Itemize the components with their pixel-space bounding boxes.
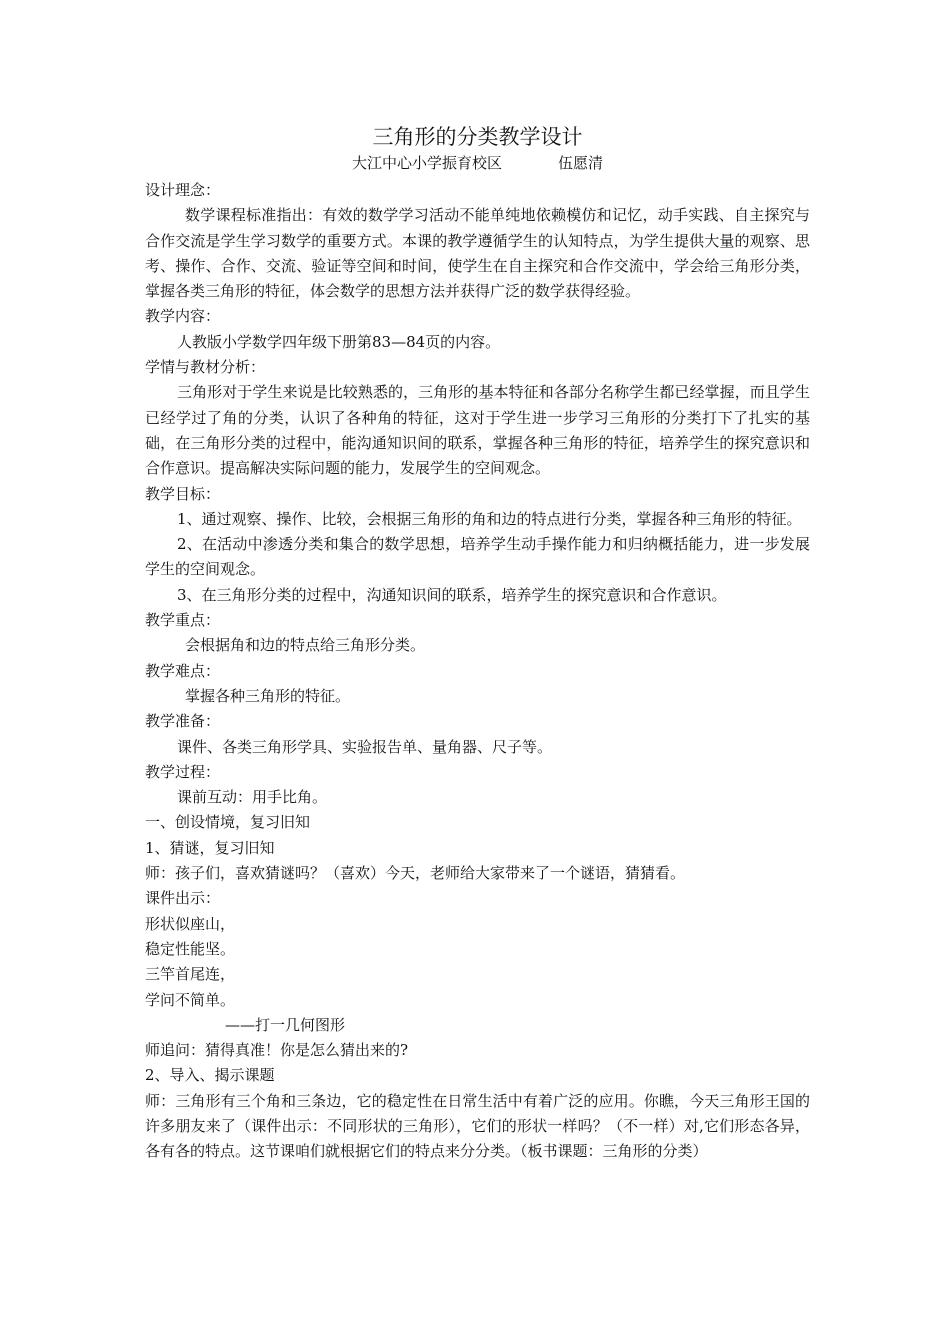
paragraph: 稳定性能坚。 — [145, 939, 236, 958]
paragraph: 会根据角和边的特点给三角形分类。 — [185, 636, 426, 655]
paragraph: 1、猜谜，复习旧知 — [145, 838, 275, 857]
paragraph: 三竿首尾连， — [145, 965, 236, 984]
byline — [145, 152, 810, 174]
paragraph: 2、导入、揭示课题 — [145, 1066, 275, 1085]
paragraph: 人教版小学数学四年级下册第83—84页的内容。 — [177, 332, 501, 351]
paragraph: 课件、各类三角形学具、实验报告单、量角器、尺子等。 — [177, 737, 553, 756]
paragraph: 三角形对于学生来说是比较熟悉的，三角形的基本特征和各部分名称学生都已经掌握，而且学生已经学过了角的分类，认识了各种角的特征，这对于学生进一步学习三角形的分类打下了扎实的基础，在三角形分类的过程中，能沟通知识间的联系，掌握各种三角形的特征，培养学生的探究意识和合作意识。提高解决实际问题的能力，发展学生的空间观念。 — [145, 383, 810, 478]
paragraph: 师：孩子们，喜欢猜谜吗？（喜欢）今天，老师给大家带来了一个谜语，猜猜看。 — [145, 864, 686, 883]
author-name: 伍愿清 — [558, 154, 604, 172]
document-title: 三角形的分类教学设计 — [372, 125, 583, 149]
paragraph: 课前互动：用手比角。 — [177, 788, 328, 807]
paragraph: 数学课程标准指出：有效的数学学习活动不能单纯地依赖模仿和记忆，动手实践、自主探究与合作交流是学生学习数学的重要方式。本课的教学遵循学生的认知特点，为学生提供大量的观察、思考、操作、合作、交流、验证等空间和时间，使学生在自主探究和合作交流中，学会给三角形分类，掌握各类三角形的特征，体会数学的思想方法并获得广泛的数学获得经验。 — [145, 206, 810, 301]
document-body — [145, 178, 810, 1165]
paragraph: 教学准备： — [145, 712, 221, 731]
paragraph: 教学难点： — [145, 661, 221, 680]
document-page — [145, 122, 810, 1165]
paragraph: 形状似座山， — [145, 914, 236, 933]
paragraph: 课件出示： — [145, 889, 221, 908]
school-name: 大江中心小学振育校区 — [351, 154, 502, 172]
paragraph: 设计理念： — [145, 181, 221, 199]
paragraph: 师追问：猜得真准！你是怎么猜出来的? — [145, 1041, 409, 1060]
paragraph: 教学内容： — [145, 307, 221, 326]
paragraph: 师：三角形有三个角和三条边，它的稳定性在日常生活中有着广泛的应用。你瞧，今天三角形王国的许多朋友来了（课件出示：不同形状的三角形），它们的形状一样吗？（不一样）对,它们形态各异，各有各的特点。这节课咱们就根据它们的特点来分分类。（板书课题：三角形的分类） — [145, 1091, 810, 1161]
paragraph: 教学重点： — [145, 611, 221, 630]
paragraph: 2、在活动中渗透分类和集合的数学思想，培养学生动手操作能力和归纳概括能力，进一步发展学生的空间观念。 — [145, 535, 810, 579]
paragraph: 3、在三角形分类的过程中，沟通知识间的联系，培养学生的探究意识和合作意识。 — [177, 585, 727, 604]
paragraph: 一、创设情境，复习旧知 — [145, 813, 311, 832]
paragraph: 教学过程： — [145, 762, 221, 781]
paragraph: 1、通过观察、操作、比较，会根据三角形的角和边的特点进行分类，掌握各种三角形的特征。 — [177, 509, 802, 528]
paragraph: 学情与教材分析： — [145, 358, 266, 377]
paragraph: 教学目标： — [145, 484, 221, 503]
paragraph: 学问不简单。 — [145, 990, 236, 1009]
paragraph: 掌握各种三角形的特征。 — [185, 686, 351, 705]
paragraph: ——打一几何图形 — [225, 1015, 346, 1034]
